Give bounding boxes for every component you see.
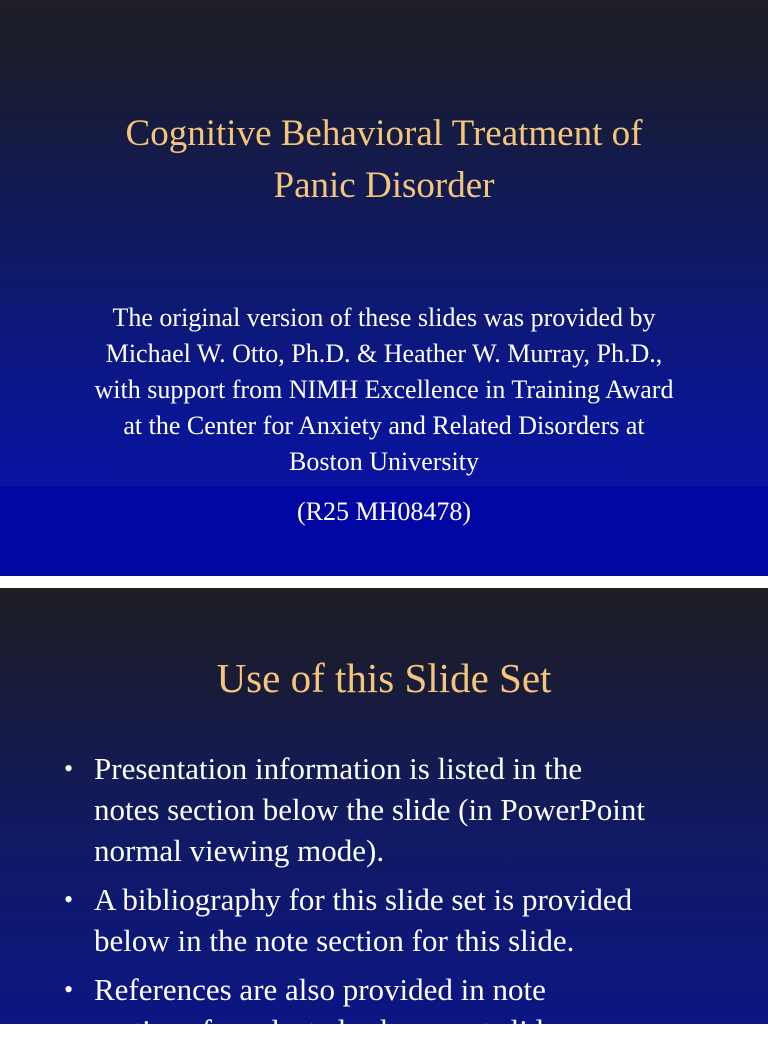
bullet-line: References are also provided in note (94, 972, 546, 1007)
bullet-line: notes section below the slide (in PowerPoint (94, 792, 646, 827)
bullet-line: Presentation information is listed in the (94, 751, 583, 786)
title-line-1: Cognitive Behavioral Treatment of (125, 113, 643, 154)
credits-text (0, 300, 768, 480)
credits-line-2: Michael W. Otto, Ph.D. & Heather W. Murray, Ph.D., (105, 339, 663, 368)
bullet-item (60, 879, 740, 961)
bullet-line: normal viewing mode). (94, 833, 385, 868)
bullet-list (60, 748, 740, 1059)
bullet-dot: • (64, 885, 74, 914)
credits-line-1: The original version of these slides was provided by (112, 303, 656, 332)
credits-line-3: with support from NIMH Excellence in Training Award (94, 375, 674, 404)
slide-use-of-set (0, 588, 768, 1048)
bullet-dot: • (64, 975, 74, 1004)
title-line-2: Panic Disorder (273, 165, 495, 206)
bullet-dot: • (64, 754, 74, 783)
slide-2-heading: Use of this Slide Set (216, 655, 552, 701)
bullet-line: below in the note section for this slide. (94, 923, 575, 958)
credits-line-4: at the Center for Anxiety and Related Disorders at (123, 411, 645, 440)
bullet-line: A bibliography for this slide set is provided (94, 882, 633, 917)
bullet-item (60, 969, 740, 1051)
bullet-line: sections for selected subsequent slides. (94, 1013, 577, 1048)
slide-title-heading (0, 108, 768, 212)
bullet-item (60, 748, 740, 871)
slide-separator (0, 576, 768, 588)
grant-number: (R25 MH08478) (296, 497, 472, 526)
credits-line-5: Boston University (289, 447, 479, 476)
